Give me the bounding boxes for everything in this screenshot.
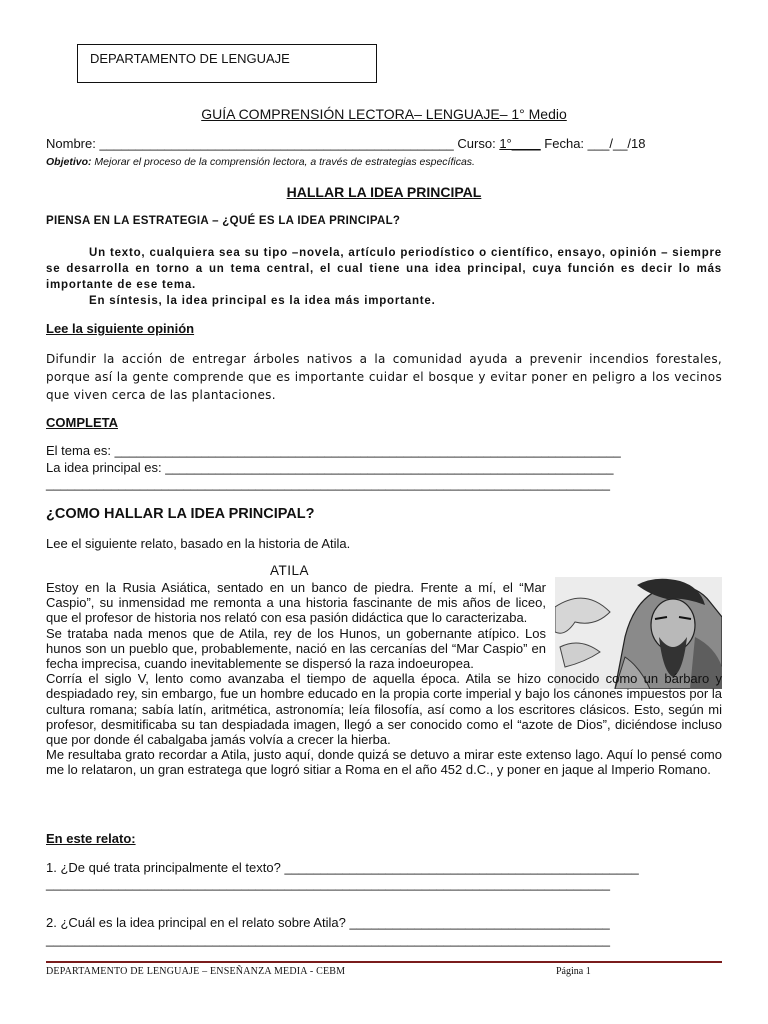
question-2-answer-line[interactable]: ______________________________________________________________________________ [46, 932, 610, 947]
story-paragraph-2: Se trataba nada menos que de Atila, rey de los Hunos, un gobernante atípico. Los hunos son un pueblo que, probablemente, nació en las cercanías del “Mar Caspio” en fecha imprecisa, cuando inevitablemente se dispersó la raza indoeuropea. [46, 625, 546, 672]
department-label: DEPARTAMENTO DE LENGUAJE [90, 51, 290, 66]
strategy-title: PIENSA EN LA ESTRATEGIA – ¿QUÉ ES LA IDEA PRINCIPAL? [46, 215, 401, 227]
definition-text: Un texto, cualquiera sea su tipo –novela, artículo periodístico o científico, ensayo, opinión – siempre se desarrolla en torno a un tema central, el cual tiene una idea principal, cuya función es decir lo más importante de ese tema. [46, 247, 722, 291]
fecha-value: ___/__/18 [587, 136, 646, 151]
questions-label: En este relato: [46, 831, 136, 846]
section-heading-how-to: ¿COMO HALLAR LA IDEA PRINCIPAL? [46, 506, 315, 522]
objective-text: Mejorar el proceso de la comprensión lectora, a través de estrategias específicas. [91, 156, 475, 168]
curso-label: Curso: [457, 136, 496, 151]
footer-department: DEPARTAMENTO DE LENGUAJE – ENSEÑANZA MEDIA - CEBM [46, 966, 346, 977]
idea-principal-answer-line[interactable]: La idea principal es: ______________________________________________________________ [46, 460, 614, 475]
footer-divider [46, 961, 722, 963]
story-title: ATILA [270, 563, 310, 578]
question-2[interactable]: 2. ¿Cuál es la idea principal en el relato sobre Atila? ____________________________________ [46, 915, 610, 930]
student-info-line [46, 136, 646, 151]
curso-value: 1°____ [499, 136, 541, 151]
completa-label: COMPLETA [46, 415, 118, 430]
section-heading-main-idea: HALLAR LA IDEA PRINCIPAL [286, 184, 482, 200]
page-title: GUÍA COMPRENSIÓN LECTORA– LENGUAJE– 1° Medio [201, 106, 567, 122]
question-1[interactable]: 1. ¿De qué trata principalmente el texto? _________________________________________________ [46, 860, 639, 875]
nombre-blank: _________________________________________________ [99, 136, 454, 151]
opinion-text: Difundir la acción de entregar árboles nativos a la comunidad ayuda a prevenir incendios forestales, porque así la gente comprende que es importante cuidar el bosque y evitar poner en peligro a los vecinos que viven cerca de las plantaciones. [46, 352, 722, 402]
story-body [46, 580, 722, 778]
opinion-label: Lee la siguiente opinión [46, 321, 195, 336]
story-paragraph-4: Me resultaba grato recordar a Atila, justo aquí, donde quizá se detuvo a mirar este extenso lago. Aquí lo pensé como me lo relataron, un gran estratega que logró sitiar a Roma en el año 452 d.C., y poner en jaque al Imperio Romano. [46, 747, 722, 778]
objective-label: Objetivo: [46, 156, 92, 168]
nombre-label: Nombre: [46, 136, 96, 151]
department-box [77, 44, 377, 83]
story-intro: Lee el siguiente relato, basado en la historia de Atila. [46, 536, 351, 551]
synthesis-text: En síntesis, la idea principal es la idea más importante. [89, 295, 436, 307]
story-paragraph-3: Corría el siglo V, lento como avanzaba el tiempo de aquella época. Atila se hizo conocido como un bárbaro y despiadado rey, sin embargo, fue un hombre educado en la propia corte imperial y bajo los cánones impuestos por la cultura romana; sabía latín, aritmética, astronomía; leía filosofía, así como a los escritores clásicos. Esto, según mi profesor, desmitificaba su tan despiadada imagen, llegó a ser conocido como el “azote de Dios”, diciéndose incluso que por donde él cabalgaba jamás volvía a crecer la hierba. [46, 671, 722, 748]
extra-answer-line[interactable]: ______________________________________________________________________________ [46, 476, 610, 491]
footer-page-number: Página 1 [556, 966, 591, 977]
fecha-label: Fecha: [544, 136, 585, 151]
tema-answer-line[interactable]: El tema es: ______________________________________________________________________ [46, 443, 621, 458]
question-1-answer-line[interactable]: ______________________________________________________________________________ [46, 876, 610, 891]
objective-line [46, 156, 475, 168]
definition-paragraph [46, 245, 722, 309]
story-paragraph-1: Estoy en la Rusia Asiática, sentado en un banco de piedra. Frente a mí, el “Mar Caspio”, su inmensidad me remonta a una historia fascinante de mis años de liceo, que el profesor de historia nos relató con esa pasión didáctica que lo caracterizaba. [46, 580, 546, 626]
